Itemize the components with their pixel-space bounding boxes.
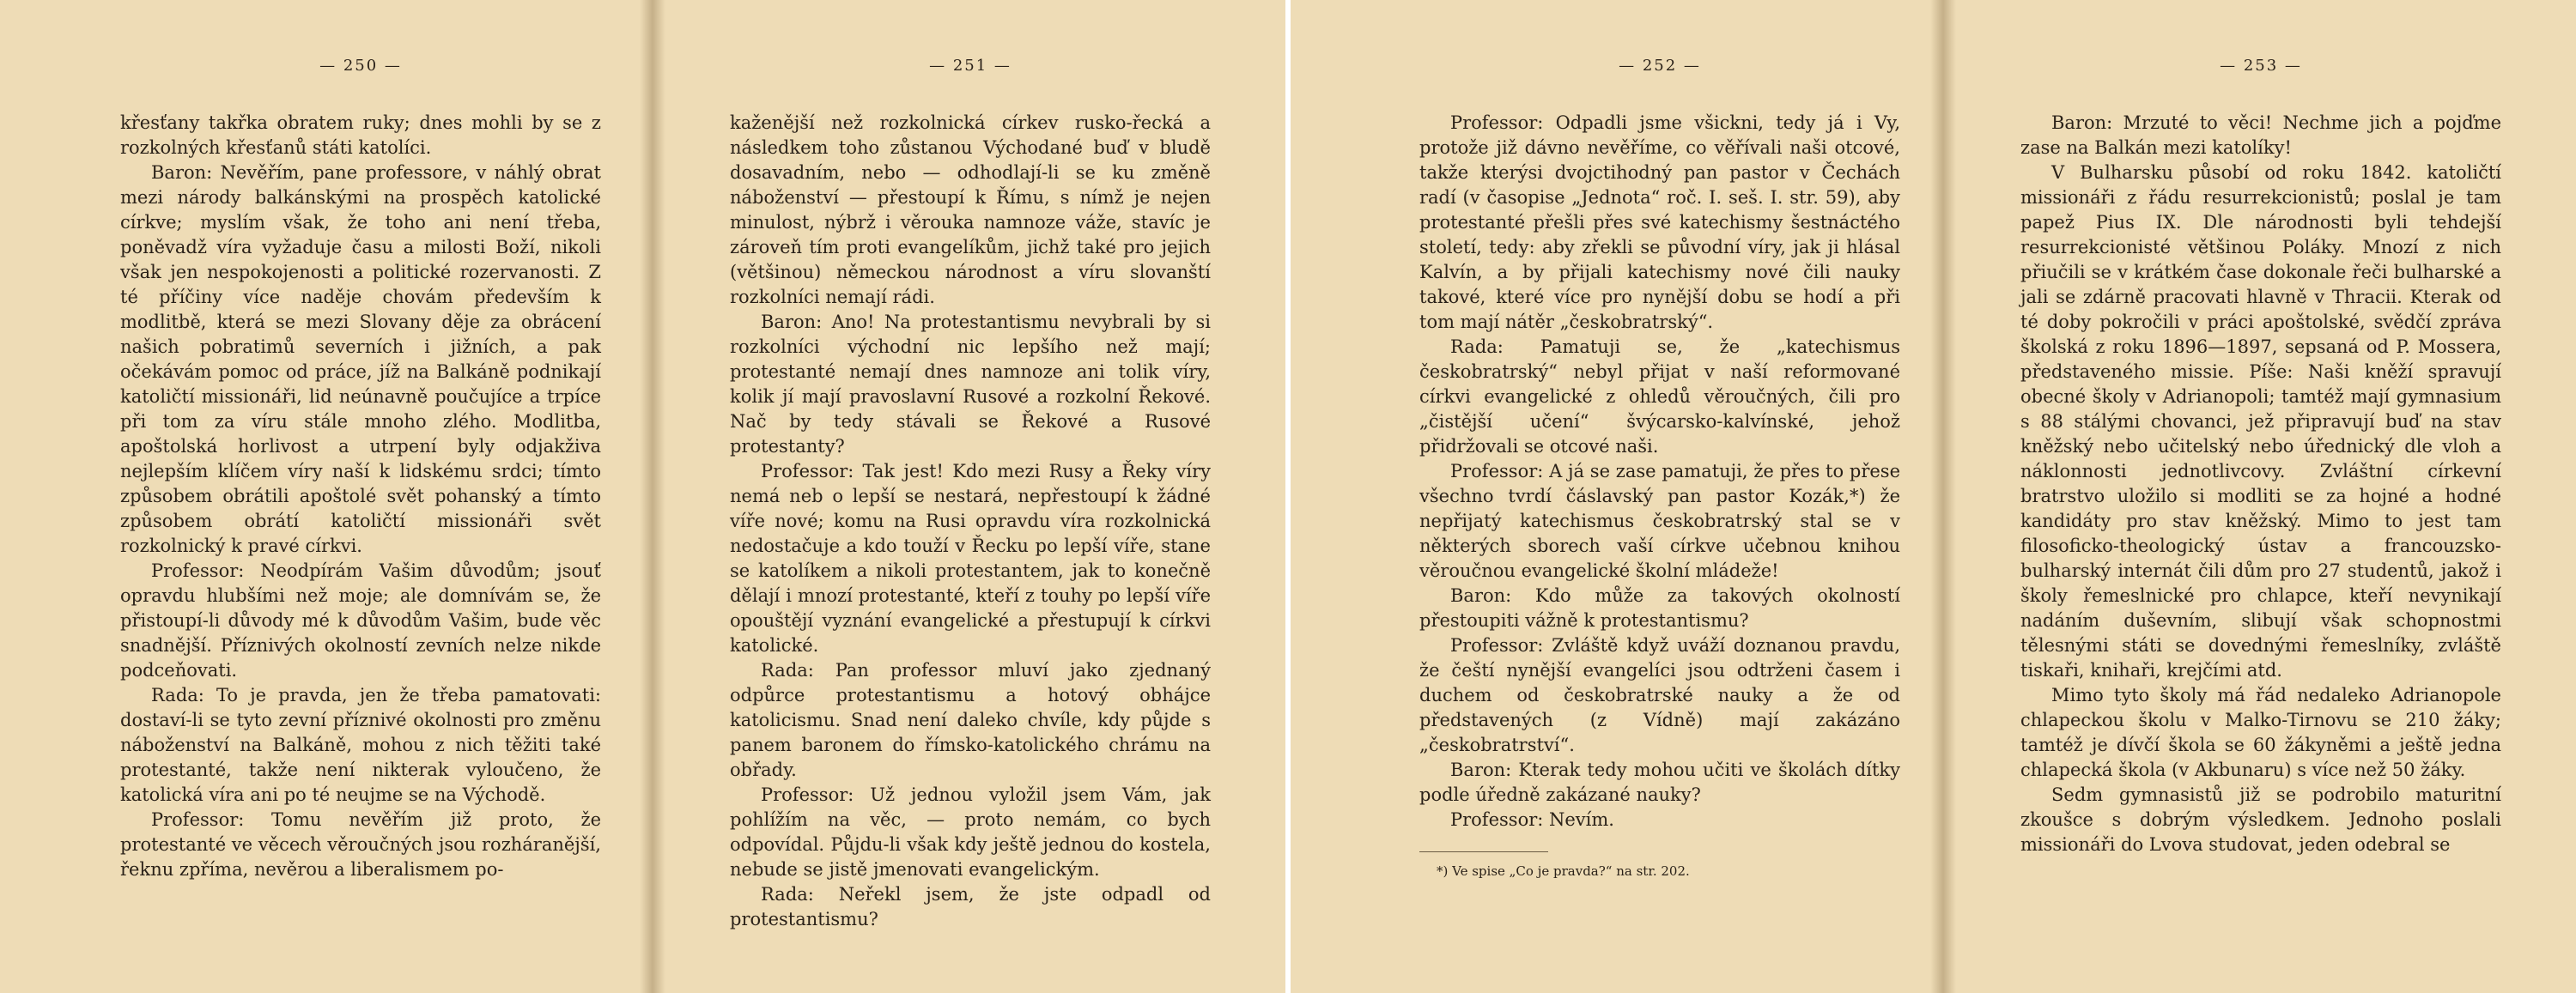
paragraph: Rada: Pan professor mluví jako zjednaný odpůrce protestantismu a hotový obhájce katolicismu. Snad není daleko chvíle, kdy půjde s panem baronem do římsko-katolického chrámu na obřady. [730, 660, 1211, 780]
paragraph: kaženější než rozkolnická církev rusko-řecká a následkem toho zůstanou Východané buď v bludě dosavadním, nebo — odhodlají-li se ku změně náboženství — přestoupí k Římu, s nímž je nejen minulost, nýbrž i věrouka namnoze váže, stavíc je zároveň tím proti evangelíkům, jichž také pro jejich (většinou) německou národnost a víru slovanští rozkolníci nemají rádi. [730, 112, 1211, 307]
paragraph: Sedm gymnasistů již se podrobilo maturitní zkoušce s dobrým výsledkem. Jednoho poslali missionáři do Lvova studovat, jeden odebral se [2020, 784, 2501, 855]
paragraph: Professor: Odpadli jsme všickni, tedy já i Vy, protože již dávno nevěříme, co věřívali naši otcové, takže kterýsi dvojctihodný pan pastor v Čechách radí (v časopise „Jednota“ roč. I. seš. I. str. 59), aby protestanté přešli přes své katechismy šestnáctého století, tedy: aby zřekli se původní víry, jak ji hlásal Kalvín, a by přijali katechismy nové čili nauky takové, které více pro nynější dobu se hodí a při tom mají nátěr „českobratrský“. [1419, 112, 1900, 332]
page-number: — 253 — [2220, 57, 2302, 75]
page-251 [730, 53, 1211, 932]
footnote-text: *) Ve spise „Co je pravda?“ na str. 202. [1437, 863, 1690, 879]
paragraph: Professor: Tak jest! Kdo mezi Rusy a Řeky víry nemá neb o lepší se nestará, nepřestoupí k žádné víře nové; komu na Rusi opravdu víra rozkolnická nedostačuje a kdo touží v Řecku po lepší víře, stane se katolíkem a nikoli protestantem, jak to konečně dělají i mnozí protestanté, kteří z touhy po lepší víře opouštějí vyznání evangelické a přestupují k církvi katolické. [730, 461, 1211, 656]
footnote [1419, 851, 1690, 884]
paragraph: Baron: Kdo může za takových okolností přestoupiti vážně k protestantismu? [1419, 585, 1900, 631]
paragraph: Professor: Tomu nevěřím již proto, že protestanté ve věcech věroučných jsou rozháranější, řeknu zpříma, nevěrou a liberalismem po- [120, 809, 601, 880]
page-number: — 250 — [319, 57, 402, 75]
paragraph: Rada: Pamatuji se, že „katechismus českobratrský“ nebyl přijat v naší reformované církvi evangelické z ohledů věroučných, čili pro „čistější učení“ švýcarsko-kalvínské, jehož přidržovali se otcové naši. [1419, 336, 1900, 457]
page-252 [1419, 53, 1900, 884]
page-number: — 251 — [929, 57, 1012, 75]
book-gutter [1930, 0, 1956, 993]
paragraph: Baron: Ano! Na protestantismu nevybrali by si rozkolníci východní nic lepšího než mají; protestanté nemají dnes namnoze ani tolik víry, kolik jí mají pravoslavní Rusové a rozkolní Řekové. Nač by tedy stávali se Řekové a Rusové protestanty? [730, 312, 1211, 457]
paragraph: Professor: Už jednou vyložil jsem Vám, jak pohlížím na věc, — proto nemám, co bych odpovídal. Půjdu-li však kdy ještě jednou do kostela, nebude se jistě jmenovati evangelickým. [730, 784, 1211, 880]
paragraph: Professor: Zvláště když uváží doznanou pravdu, že čeští nynější evangelíci jsou odtrženi časem i duchem od českobratrské nauky a že od představených (z Vídně) mají zakázáno „českobratrství“. [1419, 635, 1900, 755]
paragraph: V Bulharsku působí od roku 1842. katoličtí missionáři z řádu resurrekcionistů; poslal je tam papež Pius IX. Dle národnosti byli tehdejší resurrekcionisté většinou Poláky. Mnozí z nich přiučili se v krátkém čase dokonale řeči bulharské a jali se zdárně pracovati hlavně v Thracii. Kterak od té doby pokročili v práci apoštolské, svědčí zpráva školská z roku 1896—1897, sepsaná od P. Mossera, představeného missie. Píše: Naši kněží spravují obecné školy v Adrianopoli; tamtéž mají gymnasium s 88 stálými chovanci, jež připravují buď na stav kněžský nebo učitelský nebo úřednický dle vloh a náklonnosti jednotlivcovy. Zvláštní církevní bratrstvo uložilo si modliti se za hojné a hodné kandidáty pro stav kněžský. Mimo to jest tam filosoficko-theologický ústav a francouzsko-bulharský internát čili dům pro 27 studentů, jakož i školy řemeslnické pro chlapce, kteří nevynikají nadáním duševním, slibují však schopnostmi tělesnými státi se dovednými řemeslníky, zvláště tiskaři, knihaři, krejčími atd. [2020, 162, 2501, 681]
paragraph: křesťany takřka obratem ruky; dnes mohli by se z rozkolných křesťanů státi katolíci. [120, 112, 601, 158]
page-250 [120, 53, 601, 882]
paragraph: Baron: Mrzuté to věci! Nechme jich a pojďme zase na Balkán mezi katolíky! [2020, 112, 2501, 158]
book-gutter [640, 0, 665, 993]
page-number: — 252 — [1619, 57, 1701, 75]
paragraph: Rada: To je pravda, jen že třeba pamatovati: dostaví-li se tyto zevní příznivé okolnosti pro změnu náboženství na Balkáně, mohou z nich těžiti také protestanté, takže není nikterak vyloučeno, že katolická víra ani po té neujme se na Východě. [120, 685, 601, 805]
paragraph: Mimo tyto školy má řád nedaleko Adrianopole chlapeckou školu v Malko-Tirnovu se 210 žáky; tamtéž je dívčí škola se 60 žákyněmi a ještě jedna chlapecká škola (v Akbunaru) s více než 50 žáky. [2020, 685, 2501, 780]
paragraph: Professor: Nevím. [1450, 809, 1614, 830]
paragraph: Professor: A já se zase pamatuji, že přes to přese všechno tvrdí čáslavský pan pastor Kozák,*) že nepřijatý katechismus českobratrský stal se v některých sborech vaší církve učebnou knihou věroučnou evangelické školní mládeže! [1419, 461, 1900, 581]
paragraph: Rada: Neřekl jsem, že jste odpadl od protestantismu? [730, 884, 1211, 929]
book-spread-left [0, 0, 1285, 993]
paragraph: Professor: Neodpírám Vašim důvodům; jsouť opravdu hlubšími než moje; ale domnívám se, že přistoupí-li důvody mé k důvodům Vašim, bude věc snadnější. Příznivých okolností zevních nelze nikde podceňovati. [120, 560, 601, 681]
page-253 [2020, 53, 2501, 857]
book-spread-right [1291, 0, 2576, 993]
paragraph: Baron: Kterak tedy mohou učiti ve školách dítky podle úředně zakázané nauky? [1419, 760, 1900, 805]
paragraph: Baron: Nevěřím, pane professore, v náhlý obrat mezi národy balkánskými na prospěch katolické církve; myslím však, že toho ani není třeba, poněvadž víra vyžaduje času a milosti Boží, nikoli však jen nespokojenosti a politické rozervanosti. Z té příčiny více naděje chovám především k modlitbě, která se mezi Slovany děje za obrácení našich pobratimů severních i jižních, a pak očekávám pomoc od práce, jíž na Balkáně podnikají katoličtí missionáři, lid neúnavně poučujíce a trpíce při tom za víru stále mnoho zlého. Modlitba, apoštolská horlivost a utrpení byly odjakživa nejlepším klíčem víry naší k lidskému srdci; tímto způsobem obrátili apoštolé svět pohanský a tímto způsobem obrátí katoličtí missionáři svět rozkolnický k pravé církvi. [120, 162, 601, 556]
